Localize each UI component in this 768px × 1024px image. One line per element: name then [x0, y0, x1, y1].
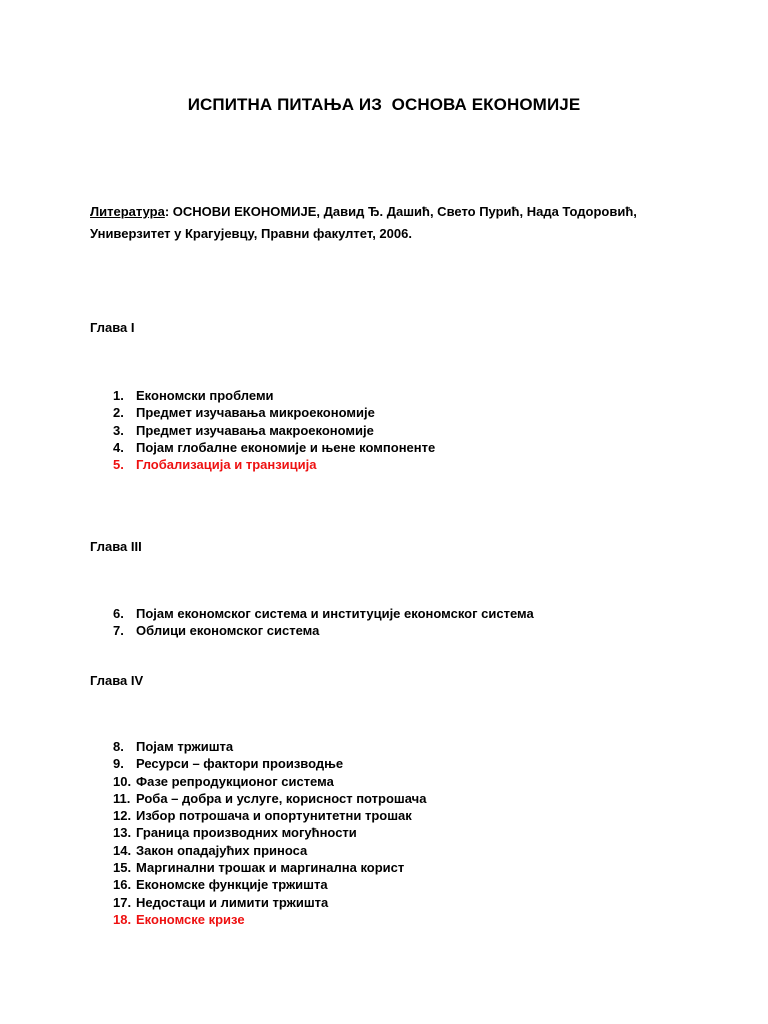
- question-number: 4.: [113, 439, 124, 455]
- question-number: 13.: [113, 825, 132, 841]
- question-number: 10.: [113, 773, 132, 789]
- chapter-heading-1: Глава I: [90, 320, 135, 335]
- question-text: Предмет изучавања микроекономије: [136, 405, 375, 421]
- question-text: Појам економског система и институције економског система: [136, 606, 534, 621]
- question-number: 5.: [113, 457, 124, 473]
- question-text: Недостаци и лимити тржишта: [136, 894, 329, 910]
- question-text: Ресурси – фактори производње: [136, 756, 344, 772]
- question-number: 8.: [113, 739, 124, 754]
- question-number: 3.: [113, 422, 124, 438]
- question-number: 7.: [113, 623, 124, 639]
- question-number: 12.: [113, 808, 132, 824]
- question-text: Глобализација и транзиција: [136, 457, 317, 473]
- question-text: Граница производних могућности: [136, 825, 357, 841]
- question-number: 17.: [113, 894, 132, 910]
- question-number: 2.: [113, 405, 124, 421]
- question-text: Роба – добра и услуге, корисност потрошача: [136, 790, 427, 806]
- question-number: 9.: [113, 756, 124, 772]
- chapter-heading-4: Глава IV: [90, 673, 144, 688]
- question-number: 1.: [113, 388, 124, 403]
- chapter-heading-3: Глава III: [90, 539, 142, 554]
- literature-reference: [90, 201, 710, 245]
- question-text: Економски проблеми: [136, 388, 274, 403]
- question-number: 16.: [113, 877, 132, 893]
- question-text: Појам глобалне економије и њене компоненте: [136, 439, 436, 455]
- question-text: Економске функције тржишта: [136, 877, 328, 893]
- document-title: ИСПИТНА ПИТАЊА ИЗ ОСНОВА ЕКОНОМИЈЕ: [187, 95, 581, 114]
- question-text: Фазе репродукционог система: [136, 773, 334, 789]
- question-text: Предмет изучавања макроекономије: [136, 422, 374, 438]
- question-number: 11.: [113, 790, 131, 806]
- literature-text: ОСНОВИ ЕКОНОМИЈЕ, Давид Ђ. Дашић, Свето Пурић, Нада Тодоровић, Универзитет у Крагујевцу, Правни факултет, 2006.: [90, 204, 637, 241]
- question-number: 6.: [113, 606, 124, 621]
- literature-label: Литература: [90, 204, 165, 219]
- question-text: Маргинални трошак и маргинална корист: [136, 860, 405, 876]
- question-number: 18.: [113, 911, 132, 927]
- question-text: Појам тржишта: [136, 739, 234, 754]
- question-text: Економске кризе: [136, 911, 245, 927]
- question-text: Закон опадајућих приноса: [136, 842, 308, 858]
- question-number: 15.: [113, 860, 132, 876]
- question-text: Облици економског система: [136, 623, 320, 639]
- question-text: Избор потрошача и опортунитетни трошак: [136, 808, 412, 824]
- question-number: 14.: [113, 842, 132, 858]
- literature-separator: :: [164, 204, 170, 219]
